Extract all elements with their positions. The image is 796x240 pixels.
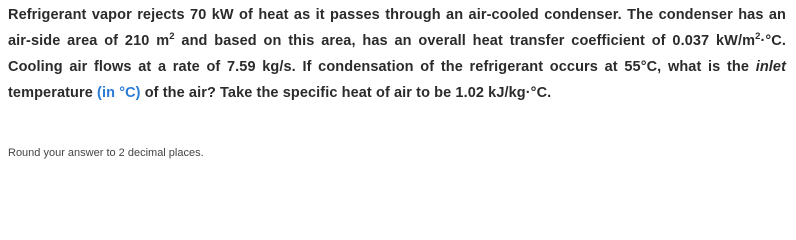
superscript-area-exponent: 2 xyxy=(169,31,175,42)
question-text-part-1: Refrigerant vapor rejects 70 kW of heat as it passes through an air-cooled condenser. The condenser has an air-side area of 210 m xyxy=(8,7,786,49)
rounding-instruction: Round your answer to 2 decimal places. xyxy=(8,147,204,159)
question-text-part-5: temperature xyxy=(8,85,98,101)
unit-highlight: (in °C) xyxy=(97,85,141,101)
question-text xyxy=(8,2,786,106)
question-text-part-7: of the air? Take the specific heat of air to be 1.02 kJ/kg·°C. xyxy=(140,85,552,101)
question-text-part-3: ·°C. Cooling air flows at a rate of 7.59 kg/s. If condensation of the refrigerant occurs at 55°C, what is the xyxy=(8,33,786,75)
question-text-part-2: and based on this area, has an overall heat transfer coefficient of 0.037 kW/m xyxy=(174,33,756,49)
superscript-coefficient-exponent: 2 xyxy=(755,31,761,42)
inlet-emphasis: inlet xyxy=(755,59,786,75)
